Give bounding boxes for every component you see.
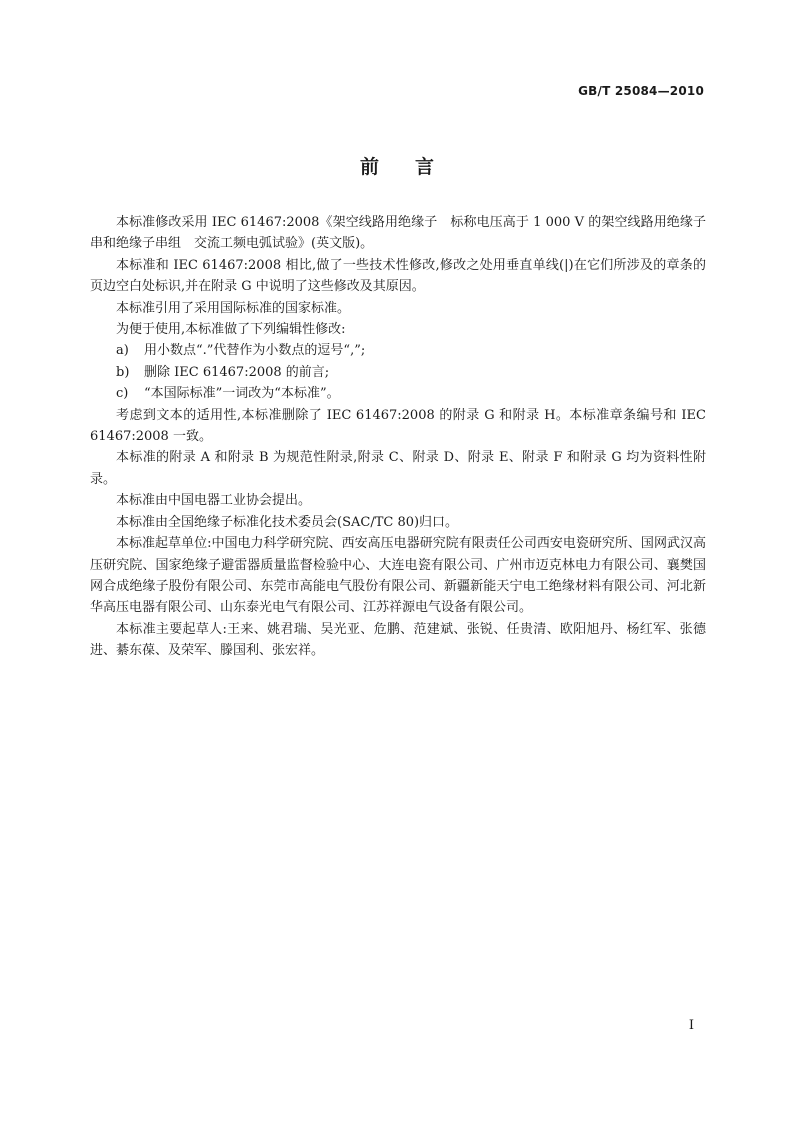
paragraph-referenced-standards: 本标准引用了采用国际标准的国家标准。 — [116, 300, 351, 316]
list-item-marker: a) — [116, 343, 129, 359]
list-item-marker: c) — [116, 386, 129, 402]
paragraph-technical-changes: 本标准和 IEC 61467:2008 相比,做了一些技术性修改,修改之处用垂直单线(|)在它们所涉及的章条的页边空白处标识,并在附录 G 中说明了这些修改及其原因。 — [90, 257, 706, 295]
list-item-text: 删除 IEC 61467:2008 的前言; — [144, 364, 330, 380]
list-item-text: “本国际标准”一词改为“本标准”。 — [144, 386, 340, 402]
paragraph-annex-types: 本标准的附录 A 和附录 B 为规范性附录,附录 C、附录 D、附录 E、附录 F 和附录 G 均为资料性附录。 — [90, 450, 706, 487]
foreword-body — [90, 212, 706, 662]
paragraph-editorial-intro: 为便于使用,本标准做了下列编辑性修改: — [116, 322, 346, 338]
paragraph-drafting-units: 本标准起草单位:中国电力科学研究院、西安高压电器研究院有限责任公司西安电瓷研究所、国网武汉高压研究院、国家绝缘子避雷器质量监督检验中心、大连电瓷有限公司、广州市迈克林电力有限公司、襄樊国网合成绝缘子股份有限公司、东莞市高能电气股份有限公司、新疆新能天宁电工绝缘材料有限公司、河北新华高压电器有限公司、山东泰光电气有限公司、江苏祥源电气设备有限公司。 — [90, 536, 706, 616]
list-item — [90, 362, 706, 383]
page-title: 前言 — [359, 156, 470, 178]
paragraph-deleted-annexes: 考虑到文本的适用性,本标准删除了 IEC 61467:2008 的附录 G 和附录 H。本标准章条编号和 IEC 61467:2008 一致。 — [90, 407, 706, 445]
paragraph-committee: 本标准由全国绝缘子标准化技术委员会(SAC/TC 80)归口。 — [116, 514, 459, 530]
list-item-text: 用小数点“.”代替作为小数点的逗号“,”; — [144, 343, 366, 359]
page-number: I — [688, 1018, 694, 1033]
paragraph-adoption: 本标准修改采用 IEC 61467:2008《架空线路用绝缘子 标称电压高于 1 000 V 的架空线路用绝缘子串和绝缘子串组 交流工频电弧试验》(英文版)。 — [90, 215, 706, 252]
list-item-marker: b) — [116, 364, 130, 380]
paragraph-drafters: 本标准主要起草人:王来、姚君瑞、吴光亚、危鹏、范建斌、张锐、任贵清、欧阳旭丹、杨红军、张德进、綦东葆、及荣军、滕国利、张宏祥。 — [90, 621, 706, 659]
standard-number: GB/T 25084—2010 — [578, 84, 704, 98]
list-item — [90, 340, 706, 361]
list-item — [90, 383, 706, 404]
paragraph-proposer: 本标准由中国电器工业协会提出。 — [116, 493, 312, 509]
